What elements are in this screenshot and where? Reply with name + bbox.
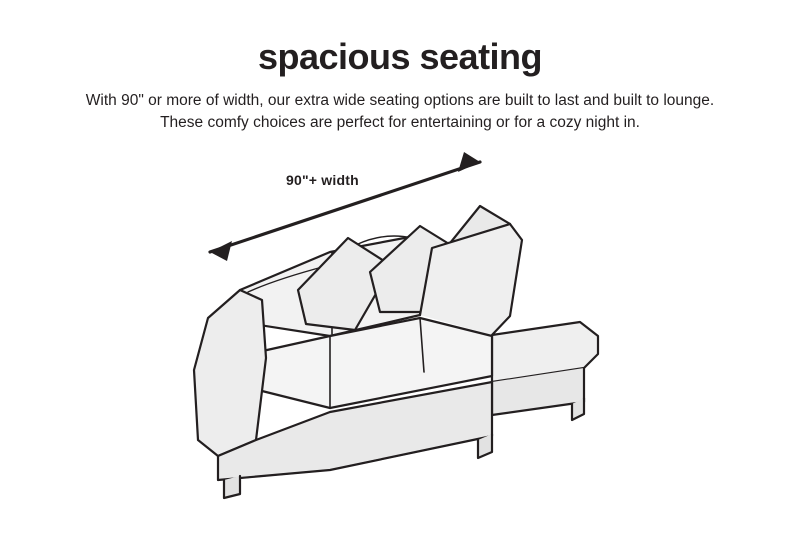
sofa-line-illustration xyxy=(180,140,640,520)
page-subtitle xyxy=(0,90,800,134)
width-measurement-label: 90"+ width xyxy=(286,172,359,188)
subtitle-line-2: These comfy choices are perfect for entertaining or for a cozy night in. xyxy=(160,114,640,131)
subtitle-line-1: With 90" or more of width, our extra wide seating options are built to last and built to lounge. xyxy=(85,92,715,109)
page-title: spacious seating xyxy=(257,36,543,77)
